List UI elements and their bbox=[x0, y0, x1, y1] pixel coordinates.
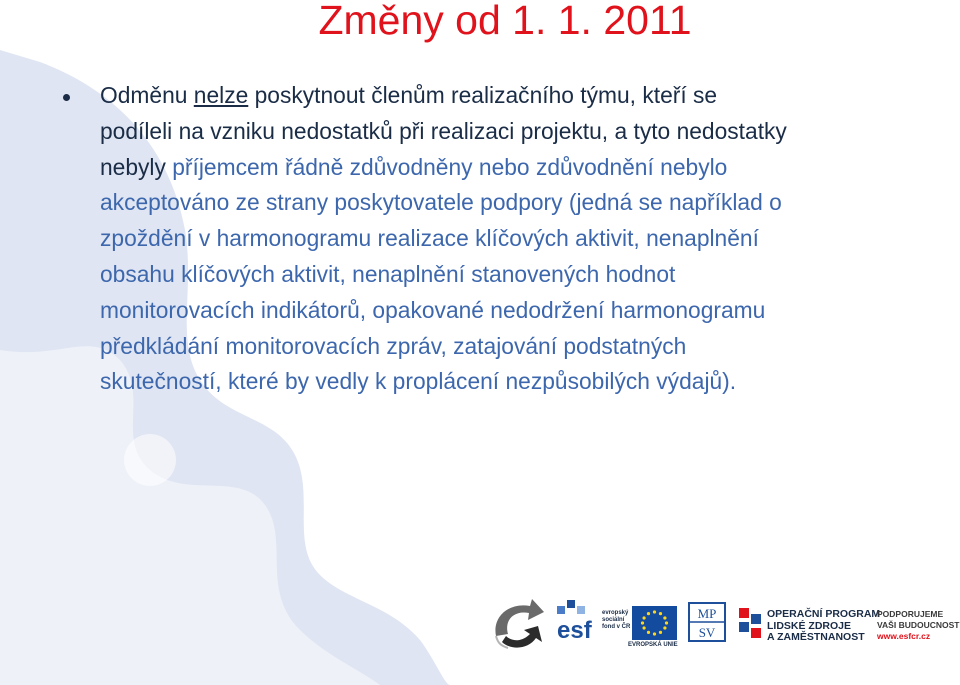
mpsv-logo bbox=[688, 602, 726, 642]
svg-text:esf: esf bbox=[557, 617, 592, 642]
mpsv-top-text: MP bbox=[697, 606, 717, 621]
bullet-text-emphasis-nelze: nelze bbox=[193, 82, 249, 108]
bullet-text-part-4: příjemcem řádně zdůvodněny nebo zdůvodnění nebylo akceptováno ze strany poskytovatele podpory (jedná se například o zpoždění v harmonogramu realizace klíčových aktivit, nenaplnění obsahu klíčových aktivit, nenaplnění stanovených hodnot monitorovacích indikátorů, opakované nedodržení harmonogramu předkládání monitorovacích zpráv, zatajování podstatných skutečností, které by vedly k proplácení nezpůsobilých výdajů). bbox=[100, 153, 782, 395]
op-line-1: OPERAČNÍ PROGRAM bbox=[767, 608, 881, 620]
footer-logos bbox=[488, 596, 960, 656]
support-line-1: PODPORUJEME bbox=[877, 609, 944, 619]
op-lzz-icon bbox=[739, 608, 761, 644]
eu-flag-icon bbox=[632, 606, 677, 640]
support-text bbox=[877, 609, 960, 642]
support-line-2: VAŠI BUDOUCNOST bbox=[877, 620, 960, 630]
swirl-arrow-logo bbox=[488, 596, 546, 652]
eu-caption: EVROPSKÁ UNIE bbox=[628, 642, 678, 648]
op-lzz-text bbox=[767, 609, 880, 644]
bullet-marker bbox=[63, 94, 70, 101]
op-line-3: A ZAMĚSTNANOST bbox=[767, 631, 865, 643]
bullet-text-part-3: poskytnout členům realizačního týmu, kteří se podíleli na vzniku nedostatků při realizaci projektu, a tyto nedostatky nebyly bbox=[100, 82, 787, 180]
support-url: www.esfcr.cz bbox=[877, 631, 931, 641]
mpsv-bottom-text: SV bbox=[698, 625, 716, 640]
esf-caption: evropský sociální fond v ČR bbox=[602, 610, 631, 630]
op-line-2: LIDSKÉ ZDROJE bbox=[767, 619, 852, 632]
bullet-text-part-1: Odměnu bbox=[100, 82, 194, 108]
slide-title: Změny od 1. 1. 2011 bbox=[318, 0, 692, 43]
bullet-text bbox=[100, 78, 950, 400]
